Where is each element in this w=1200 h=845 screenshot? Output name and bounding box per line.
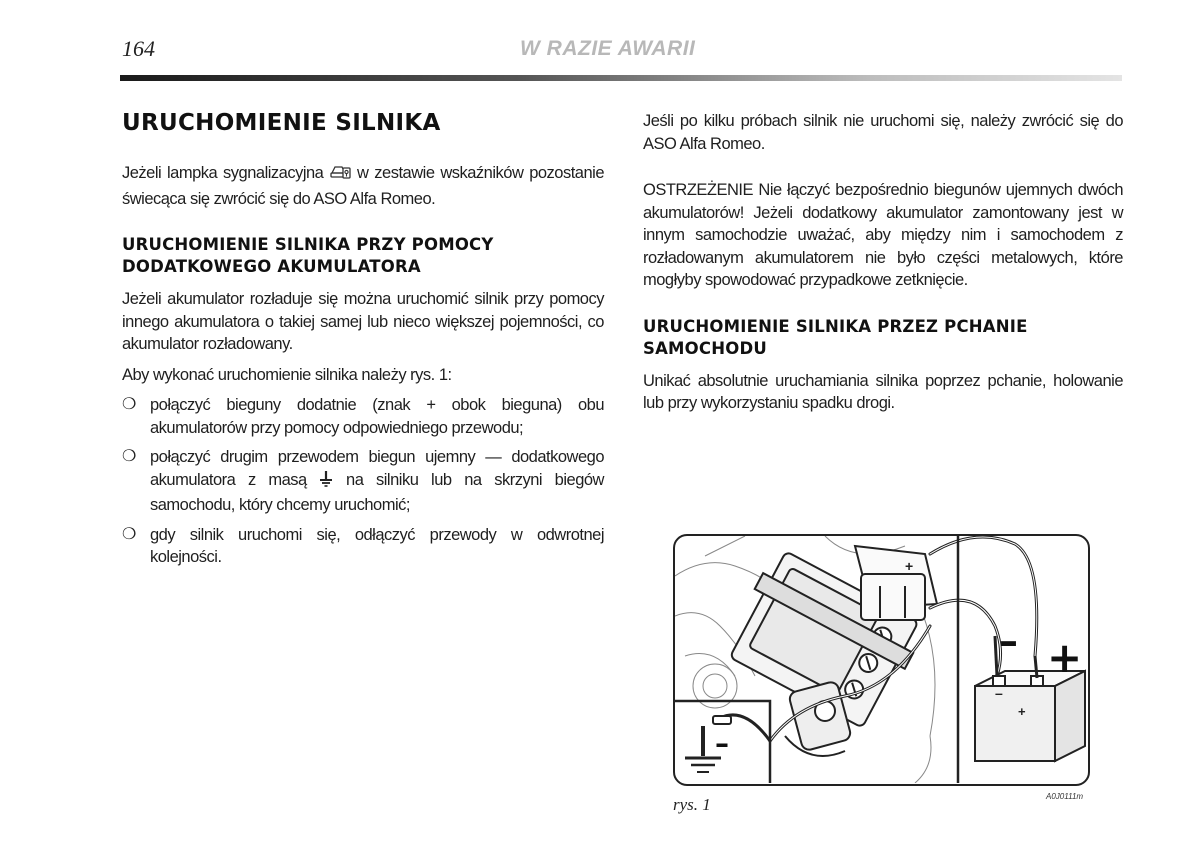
bullet-circle-icon: ❍ [122,525,136,543]
step-text-end: na silniku lub na skrzyni biegów samochodu, który chcemy uruchomić; [150,470,604,514]
list-item [122,394,604,439]
steps-intro: Aby wykonać uruchomienie silnika należy rys. 1: [122,365,452,384]
aux-battery-minus-label: – [995,685,1003,701]
push-start-paragraph: Unikać absolutnie uruchamiania silnika poprzez pchanie, holowanie lub przy wykorzystaniu spadku drogi. [643,371,1123,412]
subsection-title-jump-start: URUCHOMIENIE SILNIKA PRZY POMOCY DODATKOWEGO AKUMULATORA [122,235,494,276]
header-rule [120,75,1122,81]
jump-start-illustration [673,534,1090,786]
intro-text-start: Jeżeli lampka sygnalizacyjna [122,164,324,182]
figure-code: A0J0111m [1046,792,1084,801]
figure-caption: rys. 1 [673,795,711,814]
main-battery-plus-label: + [905,558,914,574]
positive-cable-plus-label: + [1047,633,1083,682]
step-text: gdy silnik uruchomi się, odłączyć przewody w odwrotnej kolejności. [150,525,604,566]
bullet-circle-icon: ❍ [122,396,136,413]
right-column [643,110,1123,423]
intro-text-end: w zestawie wskaźników pozostanie świecąca się zwrócić się do ASO Alfa Romeo. [122,164,604,208]
retry-paragraph: Jeśli po kilku próbach silnik nie uruchomi się, należy zwrócić się do ASO Alfa Romeo. [643,112,1123,153]
ground-symbol-icon [319,470,333,495]
running-header: W RAZIE AWARII [520,37,696,60]
step-text: połączyć bieguny dodatnie (znak + obok bieguna) obu akumulatorów przy pomocy odpowiedniego przewodu; [150,396,604,437]
list-item [122,524,604,569]
ground-minus-label: – [715,727,729,760]
subsection-title-push-start: URUCHOMIENIE SILNIKA PRZEZ PCHANIE SAMOCHODU [643,316,1028,358]
illustration-svg [675,536,1087,783]
aux-battery-plus-label: + [1018,704,1026,719]
steps-list [122,394,604,569]
bullet-circle-icon: ❍ [122,448,136,465]
page-number: 164 [122,36,155,61]
immobilizer-warning-icon [329,163,351,188]
intro-paragraph [122,162,604,210]
jump-start-paragraph: Jeżeli akumulator rozładuje się można uruchomić silnik przy pomocy innego akumulatora o takiej samej lub nieco większej pojemności, co akumulator rozładowany. [122,290,604,353]
negative-cable-minus-label: – [999,619,1018,663]
section-title: URUCHOMIENIE SILNIKA [122,110,441,136]
warning-paragraph: OSTRZEŻENIE Nie łączyć bezpośrednio biegunów ujemnych dwóch akumulatorów! Jeżeli dodatkowy akumulator zamontowany jest w innym samochodzie uważać, aby między nim i samochodem z rozładowanym akumulatorem nie było części metalowych, które mogłyby spowodować przypadkowe zetknięcie. [643,181,1123,289]
step-text-start: połączyć drugim przewodem biegun ujemny — dodatkowego akumulatora z masą [150,448,604,489]
left-column [122,110,604,576]
list-item [122,446,604,517]
